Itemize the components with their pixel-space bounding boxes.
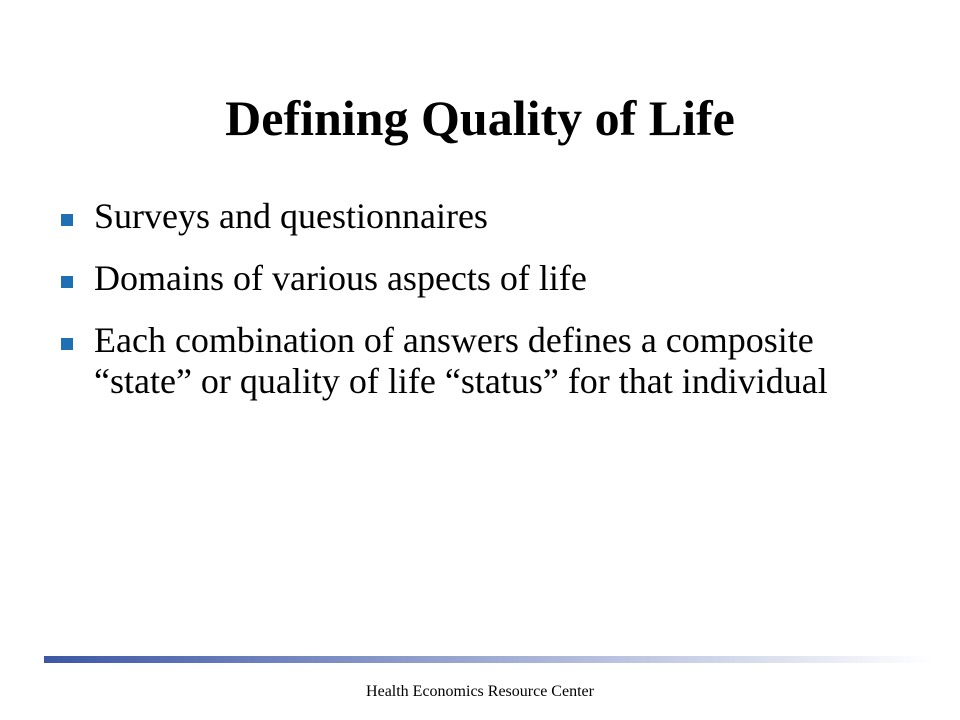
square-bullet-icon xyxy=(61,338,73,350)
bullet-item xyxy=(58,258,918,299)
bullet-text: Surveys and questionnaires xyxy=(94,196,488,236)
bullet-text: Each combination of answers defines a composite “state” or quality of life “status” for that individual xyxy=(94,320,828,401)
square-bullet-icon xyxy=(61,276,73,288)
slide-title: Defining Quality of Life xyxy=(225,90,735,146)
bullet-text: Domains of various aspects of life xyxy=(94,258,587,298)
bullet-item xyxy=(58,320,918,402)
footer-text: Health Economics Resource Center xyxy=(366,683,594,700)
bullet-item xyxy=(58,196,918,237)
footer-gradient-rule xyxy=(44,656,934,663)
square-bullet-icon xyxy=(61,214,73,226)
bullet-list xyxy=(58,196,918,423)
